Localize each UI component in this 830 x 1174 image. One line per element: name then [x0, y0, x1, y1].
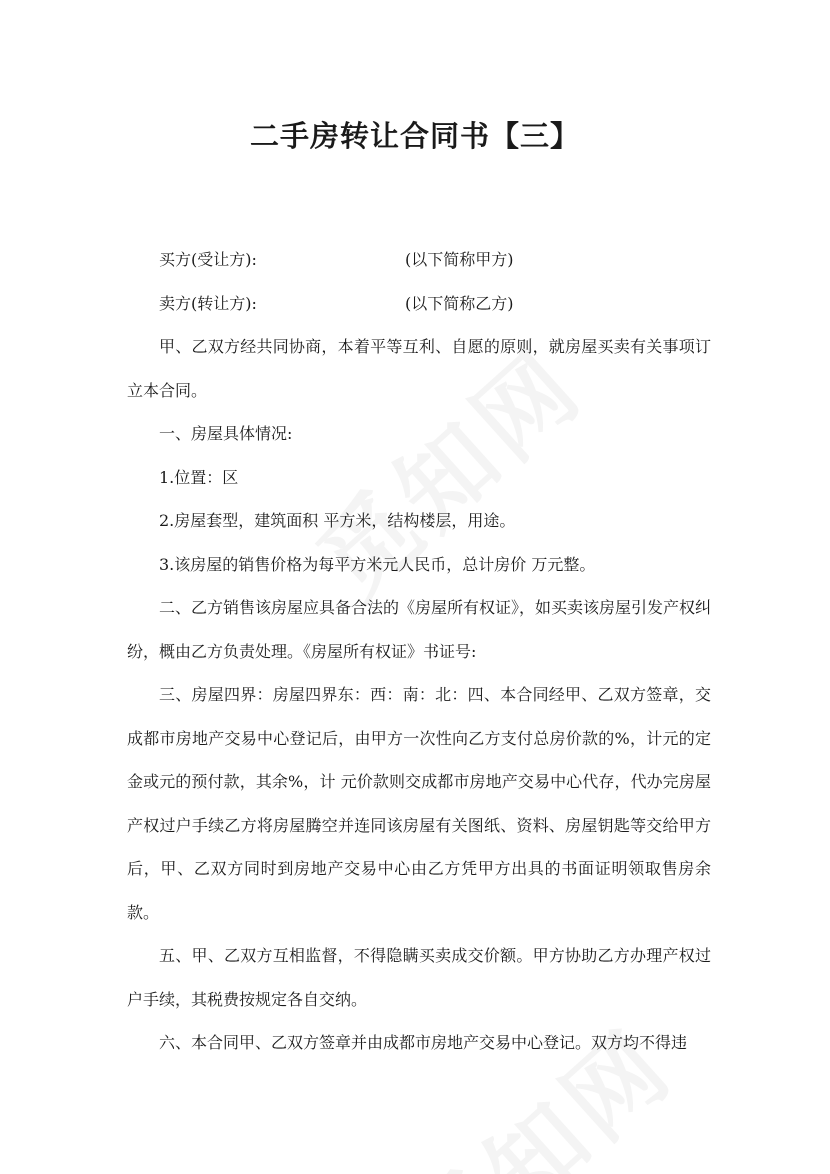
buyer-note: (以下简称甲方): [405, 250, 514, 269]
paragraph-intro: 甲、乙双方经共同协商，本着平等互利、自愿的原则，就房屋买卖有关事项订立本合同。: [127, 337, 711, 400]
buyer-line: [127, 238, 711, 282]
section-3-4: 三、房屋四界：房屋四界东：西：南：北：四、本合同经甲、乙双方签章，交成都市房地产交易中心登记后，由甲方一次性向乙方支付总房价款的%，计元的定金或元的预付款，其余%，计 元价款则交成都市房地产交易中心代存，代办完房屋产权过户手续乙方将房屋腾空并连同该房屋有关图纸、资料、房屋钥匙等交给甲方后，甲、乙双方同时到房地产交易中心由乙方凭甲方出具的书面证明领取售房余款。: [127, 685, 711, 922]
item-layout: 2.房屋套型，建筑面积 平方米，结构楼层，用途。: [159, 511, 516, 530]
section-5: 五、甲、乙双方互相监督，不得隐瞒买卖成交价额。甲方协助乙方办理产权过户手续，其税费按规定各自交纳。: [127, 946, 711, 1009]
seller-note: (以下简称乙方): [405, 293, 514, 313]
section-2: 二、乙方销售该房屋应具备合法的《房屋所有权证》，如买卖该房屋引发产权纠纷，概由乙方负责处理。《房屋所有权证》书证号:: [127, 598, 712, 661]
item-location: 1.位置：区: [159, 467, 239, 487]
section-1-heading: 一、房屋具体情况:: [159, 424, 293, 443]
seller-line: [127, 282, 711, 326]
document-body: [127, 238, 711, 1065]
document-title: 二手房转让合同书【三】: [249, 119, 580, 153]
section-6: 六、本合同甲、乙双方签章并由成都市房地产交易中心登记。双方均不得违: [159, 1033, 688, 1052]
seller-label: 卖方(转让方):: [159, 293, 257, 313]
buyer-label: 买方(受让方):: [159, 250, 257, 269]
item-price: 3.该房屋的销售价格为每平方米元人民币，总计房价 万元整。: [159, 554, 596, 574]
